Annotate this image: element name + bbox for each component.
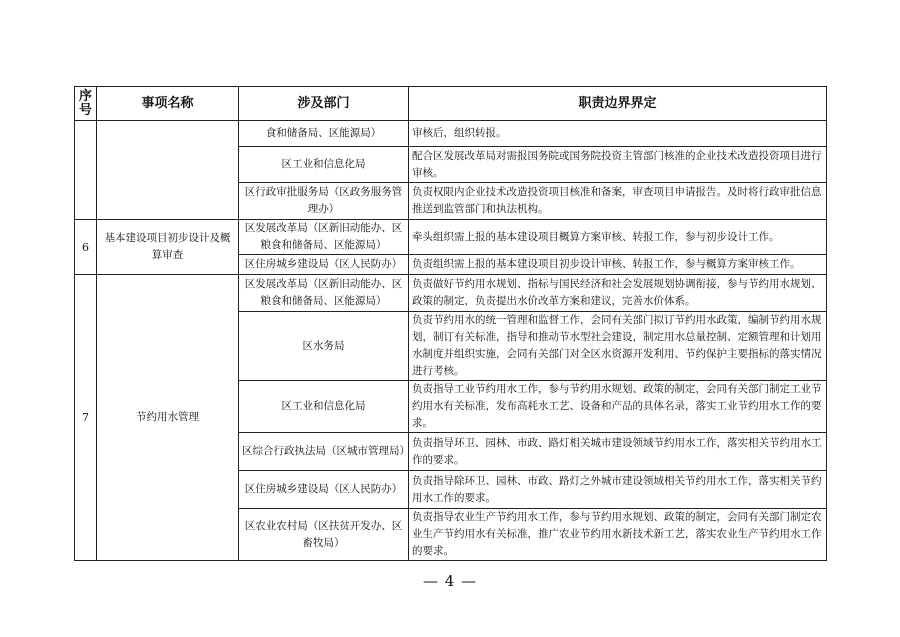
department-cell: 区综合行政执法局（区城市管理局） <box>239 433 409 471</box>
item-name-cell <box>97 121 239 220</box>
header-item-name: 事项名称 <box>97 87 239 121</box>
department-cell: 区工业和信息化局 <box>239 147 409 183</box>
responsibility-table <box>74 86 827 561</box>
department-cell: 区水务局 <box>239 312 409 381</box>
serial-cell: 6 <box>75 220 97 275</box>
department-cell: 区发展改革局（区新旧动能办、区粮食和储备局、区能源局） <box>239 220 409 255</box>
department-cell: 区行政审批服务局（区政务服务管理办） <box>239 183 409 220</box>
department-cell: 区住房城乡建设局（区人民防办） <box>239 255 409 275</box>
serial-cell <box>75 121 97 220</box>
table-header-row <box>75 87 827 121</box>
duty-cell: 负责节约用水的统一管理和监督工作，会同有关部门拟订节约用水政策，编制节约用水规划，制订有关标准，指导和推动节水型社会建设，制定用水总量控制、定额管理和计划用水制度并组织实施，会同有关部门对全区水资源开发利用、节约保护主要指标的落实情况进行考核。 <box>409 312 827 381</box>
duty-cell: 配合区发展改革局对需报国务院或国务院投资主管部门核准的企业技术改造投资项目进行审核。 <box>409 147 827 183</box>
duty-cell: 牵头组织需上报的基本建设项目概算方案审核、转报工作，参与初步设计工作。 <box>409 220 827 255</box>
table-row <box>75 275 827 312</box>
duty-cell: 负责权限内企业技术改造投资项目核准和备案，审查项目申请报告。及时将行政审批信息推送到监管部门和执法机构。 <box>409 183 827 220</box>
department-cell: 区工业和信息化局 <box>239 381 409 433</box>
duty-cell: 负责组织需上报的基本建设项目初步设计审核、转报工作，参与概算方案审核工作。 <box>409 255 827 275</box>
duty-cell: 负责指导农业生产节约用水工作，参与节约用水规划、政策的制定，会同有关部门制定农业生产节约用水有关标准，推广农业节约用水新技术新工艺，落实农业生产节约用水工作的要求。 <box>409 509 827 561</box>
department-cell: 区住房城乡建设局（区人民防办） <box>239 471 409 509</box>
header-duty-boundary: 职责边界界定 <box>409 87 827 121</box>
item-name-cell: 节约用水管理 <box>97 275 239 561</box>
duty-cell: 负责做好节约用水规划、指标与国民经济和社会发展规划协调衔接，参与节约用水规划、政策的制定，负责提出水价改革方案和建议，完善水价体系。 <box>409 275 827 312</box>
duty-cell: 审核后，组织转报。 <box>409 121 827 147</box>
header-serial: 序号 <box>75 87 97 121</box>
serial-cell: 7 <box>75 275 97 561</box>
duty-cell: 负责指导环卫、园林、市政、路灯相关城市建设领域节约用水工作，落实相关节约用水工作的要求。 <box>409 433 827 471</box>
header-department: 涉及部门 <box>239 87 409 121</box>
table-row <box>75 220 827 255</box>
duty-cell: 负责指导工业节约用水工作，参与节约用水规划、政策的制定，会同有关部门制定工业节约用水有关标准，发布高耗水工艺、设备和产品的具体名录，落实工业节约用水工作的要求。 <box>409 381 827 433</box>
page-number: — 4 — <box>422 572 478 590</box>
duty-cell: 负责指导除环卫、园林、市政、路灯之外城市建设领域相关节约用水工作，落实相关节约用水工作的要求。 <box>409 471 827 509</box>
item-name-cell: 基本建设项目初步设计及概算审查 <box>97 220 239 275</box>
department-cell: 食和储备局、区能源局） <box>239 121 409 147</box>
department-cell: 区发展改革局（区新旧动能办、区粮食和储备局、区能源局） <box>239 275 409 312</box>
table-row <box>75 121 827 147</box>
department-cell: 区农业农村局（区扶贫开发办、区畜牧局） <box>239 509 409 561</box>
